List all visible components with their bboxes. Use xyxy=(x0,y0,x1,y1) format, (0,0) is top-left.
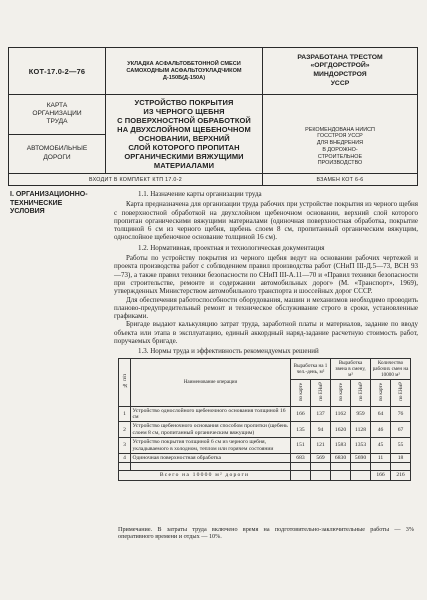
row-value: 569 xyxy=(311,454,331,463)
industry-block xyxy=(9,135,105,174)
subheader-text: по карте xyxy=(377,382,384,401)
row-value: 6830 xyxy=(331,454,351,463)
row-value: 11 xyxy=(371,454,391,463)
subheader-by-enir xyxy=(311,379,331,406)
recommendation-line: В ДОРОЖНО- xyxy=(322,146,358,153)
row-value: 1353 xyxy=(351,438,371,454)
industry-line: АВТОМОБИЛЬНЫЕ xyxy=(26,145,88,153)
card-title-line: СЛОЙ КОТОРОГО ПРОПИТАН xyxy=(128,143,240,152)
card-title-line: ИЗ ЧЕРНОГО ЩЕБНЯ xyxy=(143,107,225,116)
row-value: 1128 xyxy=(351,422,371,438)
row-value: 683 xyxy=(291,454,311,463)
card-code-cell xyxy=(9,48,106,95)
subheader-text: по карте xyxy=(297,382,304,401)
subsection-heading: 1.1. Назначение карты организации труда xyxy=(138,190,262,198)
subsection-heading: 1.2. Нормативная, проектная и технологическая документация xyxy=(138,243,325,252)
empty-cell xyxy=(311,471,331,480)
row-number: 2 xyxy=(119,422,131,438)
set-note: ВХОДИТ В КОМПЛЕКТ КТП 17.0-2 xyxy=(9,174,263,185)
doc-type-line: ТРУДА xyxy=(46,118,68,126)
row-value: 45 xyxy=(371,438,391,454)
empty-cell xyxy=(311,463,331,471)
header-group-output-per-worker: Выработка на 1 чел.-день, м² xyxy=(291,358,331,379)
card-title-line: С ПОВЕРХНОСТНОЙ ОБРАБОТКОЙ xyxy=(117,116,251,125)
row-number: 1 xyxy=(119,406,131,422)
subheader-by-card xyxy=(291,379,311,406)
doc-type-cell xyxy=(9,95,106,174)
row-operation: Устройство однослойного щебеночного основания толщиной 16 см xyxy=(131,406,291,422)
row-value: 151 xyxy=(291,438,311,454)
empty-cell xyxy=(371,463,391,471)
developer-line: РАЗРАБОТАНА ТРЕСТОМ xyxy=(297,53,383,61)
row-operation: Устройство покрытия толщиной 6 см из черного щебня, укладываемого в холодном, теплом или горячем состоянии xyxy=(131,438,291,454)
doc-type-line: ОРГАНИЗАЦИИ xyxy=(32,110,82,118)
series-cell xyxy=(106,48,263,95)
row-value: 18 xyxy=(391,454,411,463)
recommendation-line: РЕКОМЕНДОВАНА НИИСП xyxy=(305,126,375,133)
table-total-row xyxy=(119,471,411,480)
section-title-line: ТЕХНИЧЕСКИЕ xyxy=(10,199,63,207)
subheader-by-card xyxy=(371,379,391,406)
table-row xyxy=(119,454,411,463)
subsection-heading: 1.3. Нормы труда и эффективность рекомендуемых решений xyxy=(138,347,319,356)
empty-cell xyxy=(351,463,371,471)
empty-cell xyxy=(391,463,411,471)
total-value-by-card: 166 xyxy=(371,471,391,480)
recommendation-cell xyxy=(263,95,417,174)
row-value: 1583 xyxy=(331,438,351,454)
subheader-text: по ЕНиР xyxy=(397,382,404,402)
empty-cell xyxy=(291,471,311,480)
card-header xyxy=(8,47,418,186)
row-value: 135 xyxy=(291,422,311,438)
recommendation-line: ДЛЯ ВНЕДРЕНИЯ xyxy=(316,140,364,147)
industry-line: ДОРОГИ xyxy=(43,153,71,161)
recommendation-line: ГОССТРОЯ УССР xyxy=(317,133,363,140)
total-label: Всего на 10000 м² дороги xyxy=(119,471,291,480)
row-value: 67 xyxy=(391,422,411,438)
series-line: САМОХОДНЫМ АСФАЛЬТОУКЛАДЧИКОМ xyxy=(126,67,242,74)
replaces-note: ВЗАМЕН КОТ 6-6 xyxy=(316,176,364,183)
card-title-line: ОРГАНИЧЕСКИМИ ВЯЖУЩИМИ xyxy=(124,152,244,161)
table-row xyxy=(119,406,411,422)
row-value: 5690 xyxy=(351,454,371,463)
main-text xyxy=(114,188,418,481)
card-title-cell xyxy=(106,95,263,174)
row-value: 46 xyxy=(371,422,391,438)
row-number: 4 xyxy=(119,454,131,463)
subheader-by-enir xyxy=(351,379,371,406)
empty-cell xyxy=(331,463,351,471)
developer-line: «ОРГДОРСТРОЙ» xyxy=(310,62,370,70)
row-operation: Устройство щебеночного основания способом пропитки (щебень слоем 8 см, пропитанный органическим вяжущим) xyxy=(131,422,291,438)
row-value: 94 xyxy=(311,422,331,438)
subheader-by-enir xyxy=(391,379,411,406)
header-number xyxy=(119,358,131,406)
series-line: Д-150Б(Д-150А) xyxy=(162,74,206,81)
total-value-by-enir: 216 xyxy=(391,471,411,480)
empty-cell xyxy=(351,471,371,480)
developer-cell xyxy=(263,48,417,95)
row-value: 959 xyxy=(351,406,371,422)
row-value: 1620 xyxy=(331,422,351,438)
table-row xyxy=(119,422,411,438)
labor-norms-table xyxy=(118,358,411,481)
recommendation-line: СТРОИТЕЛЬНОЕ xyxy=(317,153,363,160)
card-title-line: ОСНОВАНИИ, ВЕРХНИЙ xyxy=(138,134,230,143)
paragraph: Бригаде выдают калькуляцию затрат труда, заработной платы и материалов, задание по вводу объекта или этапа в эксплуатацию, единый аккордный наряд-задание расчетную стоимость работ, поручаемых бригаде. xyxy=(114,320,418,346)
card-title-line: МАТЕРИАЛАМИ xyxy=(153,161,215,170)
table-footnote: Примечание. В затраты труда включено время на подготовительно-заключительные работы — 3% оперативного времени и отдых — 10%. xyxy=(118,526,414,541)
doc-type-block xyxy=(9,95,105,135)
row-value: 1162 xyxy=(331,406,351,422)
section-title xyxy=(10,191,108,217)
section-title-line: УСЛОВИЯ xyxy=(10,208,45,216)
header-number-text: № п/п xyxy=(121,374,128,389)
card-code: КОТ-17.0-2—76 xyxy=(28,66,86,76)
row-value: 137 xyxy=(311,406,331,422)
header-group-shift-count: Количество рабочих смен на 10000 м² xyxy=(371,358,411,379)
empty-cell xyxy=(119,463,131,471)
section-title-line: I. ОРГАНИЗАЦИОННО- xyxy=(10,191,88,198)
row-number: 3 xyxy=(119,438,131,454)
table-spacer-row xyxy=(119,463,411,471)
empty-cell xyxy=(291,463,311,471)
paragraph: Карта предназначена для организации труда рабочих при устройстве покрытия из черного щебня с поверхностной обработкой на двухслойном щебеночном основании, верхний слой которого пропитан органическими вяжущими материалами (одиночная поверхностная обработка, покрытие толщиной 6 см из черного щебня, щебень слоем 8 см, пропитанный органическим вяжущим, однослойное щебеночное основание толщиной 16 см). xyxy=(114,200,418,242)
paragraph: Для обеспечения работоспособности оборудования, машин и механизмов необходимо проводить планово-предупредительный ремонт и техническое обслуживание строго в сроки, установленные графиками. xyxy=(114,295,418,321)
row-value: 55 xyxy=(391,438,411,454)
subheader-text: по ЕНиР xyxy=(317,382,324,402)
subheader-text: по карте xyxy=(337,382,344,401)
card-title-line: УСТРОЙСТВО ПОКРЫТИЯ xyxy=(134,98,234,107)
subheader-text: по ЕНиР xyxy=(357,382,364,402)
row-value: 121 xyxy=(311,438,331,454)
subheader-by-card xyxy=(331,379,351,406)
row-value: 64 xyxy=(371,406,391,422)
empty-cell xyxy=(331,471,351,480)
series-line: УКЛАДКА АСФАЛЬТОБЕТОННОЙ СМЕСИ xyxy=(127,60,241,67)
row-value: 166 xyxy=(291,406,311,422)
paragraph: Работы по устройству покрытия из черного щебня ведут на основании рабочих чертежей и проекта производства работ с соблюдением правил производства работ (СНиП III-Д.5—73, ВСН 93—73), а также правил техники безопасности по СНиП III-А.11—70 и «Правил техники безопасности при строительстве, ремонте и содержании автомобильных дорог» (М. «Транспорт», 1969), утвержденных Министерством автомобильного транспорта и шоссейных дорог СССР. xyxy=(114,254,418,296)
table-header-row xyxy=(119,358,411,379)
empty-cell xyxy=(131,463,291,471)
recommendation-line: ПРОИЗВОДСТВО xyxy=(317,160,363,167)
table-row xyxy=(119,438,411,454)
row-operation: Одиночная поверхностная обработка xyxy=(131,454,291,463)
header-operation: Наименование операции xyxy=(131,358,291,406)
developer-line: МИНДОРСТРОЯ xyxy=(313,71,367,78)
row-value: 76 xyxy=(391,406,411,422)
doc-type-line: КАРТА xyxy=(46,101,68,109)
card-title-line: НА ДВУХСЛОЙНОМ ЩЕБЕНОЧНОМ xyxy=(117,125,251,134)
header-group-output-per-team: Выработка звена в смену, м² xyxy=(331,358,371,379)
developer-line: УССР xyxy=(330,79,350,87)
